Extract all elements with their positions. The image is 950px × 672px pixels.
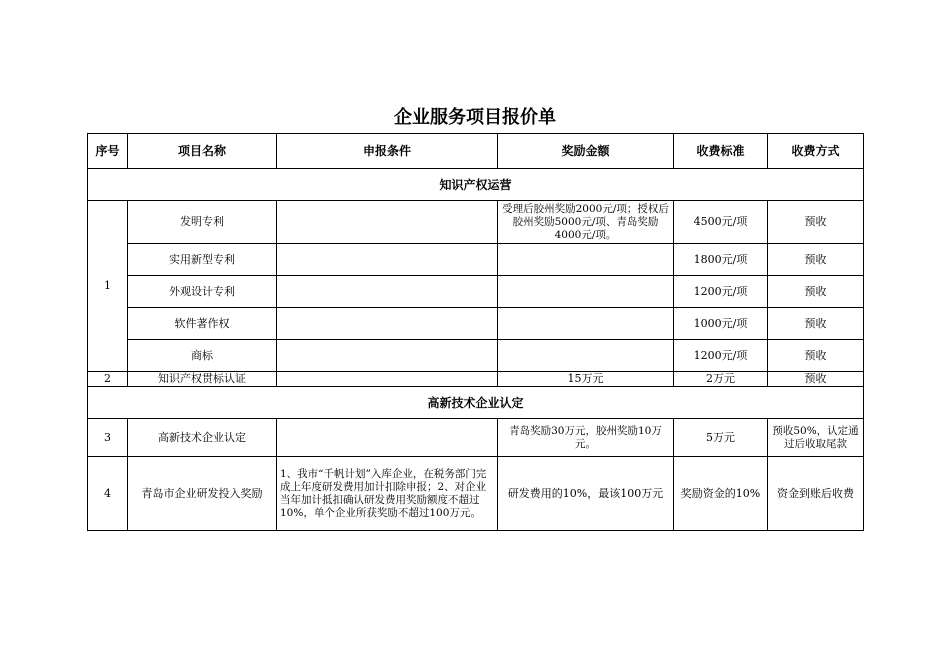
cell-no: 1 — [88, 201, 128, 372]
cell-condition — [277, 340, 498, 372]
cell-reward: 研发费用的10%，最该100万元 — [498, 457, 674, 531]
cell-method: 预收 — [768, 340, 864, 372]
section-title-hightech: 高新技术企业认定 — [88, 387, 864, 419]
table-row — [88, 457, 864, 531]
cell-fee: 1200元/项 — [674, 276, 768, 308]
cell-method: 预收50%，认定通过后收取尾款 — [768, 419, 864, 457]
section-title-ip: 知识产权运营 — [88, 169, 864, 201]
header-name: 项目名称 — [128, 134, 277, 169]
cell-no: 2 — [88, 372, 128, 387]
cell-condition — [277, 276, 498, 308]
table-row — [88, 340, 864, 372]
cell-fee: 2万元 — [674, 372, 768, 387]
cell-method: 预收 — [768, 372, 864, 387]
page-title: 企业服务项目报价单 — [394, 107, 556, 128]
cell-reward: 受理后胶州奖励2000元/项；授权后胶州奖励5000元/项、青岛奖励4000元/项。 — [498, 201, 674, 244]
cell-name: 实用新型专利 — [128, 244, 277, 276]
cell-reward — [498, 308, 674, 340]
table-row — [88, 244, 864, 276]
cell-no: 4 — [88, 457, 128, 531]
table-row — [88, 372, 864, 387]
section-row-ip — [88, 169, 864, 201]
cell-name: 外观设计专利 — [128, 276, 277, 308]
cell-fee: 4500元/项 — [674, 201, 768, 244]
cell-reward: 15万元 — [498, 372, 674, 387]
header-no: 序号 — [88, 134, 128, 169]
cell-reward — [498, 340, 674, 372]
header-method: 收费方式 — [768, 134, 864, 169]
cell-reward — [498, 276, 674, 308]
header-reward: 奖励金额 — [498, 134, 674, 169]
table-row — [88, 308, 864, 340]
cell-condition — [277, 201, 498, 244]
cell-fee: 1000元/项 — [674, 308, 768, 340]
cell-condition — [277, 372, 498, 387]
cell-name: 发明专利 — [128, 201, 277, 244]
cell-condition — [277, 419, 498, 457]
header-row — [88, 134, 864, 169]
cell-fee: 5万元 — [674, 419, 768, 457]
table-row — [88, 419, 864, 457]
table-row — [88, 276, 864, 308]
cell-reward: 青岛奖励30万元，胶州奖励10万元。 — [498, 419, 674, 457]
cell-name: 软件著作权 — [128, 308, 277, 340]
header-condition: 申报条件 — [277, 134, 498, 169]
cell-method: 预收 — [768, 201, 864, 244]
cell-name: 商标 — [128, 340, 277, 372]
section-row-hightech — [88, 387, 864, 419]
cell-condition — [277, 244, 498, 276]
table-row — [88, 201, 864, 244]
cell-method: 资金到账后收费 — [768, 457, 864, 531]
cell-name: 高新技术企业认定 — [128, 419, 277, 457]
cell-no: 3 — [88, 419, 128, 457]
cell-method: 预收 — [768, 276, 864, 308]
header-fee: 收费标准 — [674, 134, 768, 169]
cell-method: 预收 — [768, 244, 864, 276]
cell-condition: 1、我市“千帆计划”入库企业，在税务部门完成上年度研发费用加计扣除申报；2、对企业当年加计抵扣确认研发费用奖励额度不超过10%，单个企业所获奖励不超过100万元。 — [277, 457, 498, 531]
cell-fee: 奖励资金的10% — [674, 457, 768, 531]
cell-fee: 1200元/项 — [674, 340, 768, 372]
cell-condition — [277, 308, 498, 340]
quote-table — [87, 133, 864, 531]
cell-reward — [498, 244, 674, 276]
cell-method: 预收 — [768, 308, 864, 340]
cell-name: 知识产权贯标认证 — [128, 372, 277, 387]
cell-fee: 1800元/项 — [674, 244, 768, 276]
cell-name: 青岛市企业研发投入奖励 — [128, 457, 277, 531]
